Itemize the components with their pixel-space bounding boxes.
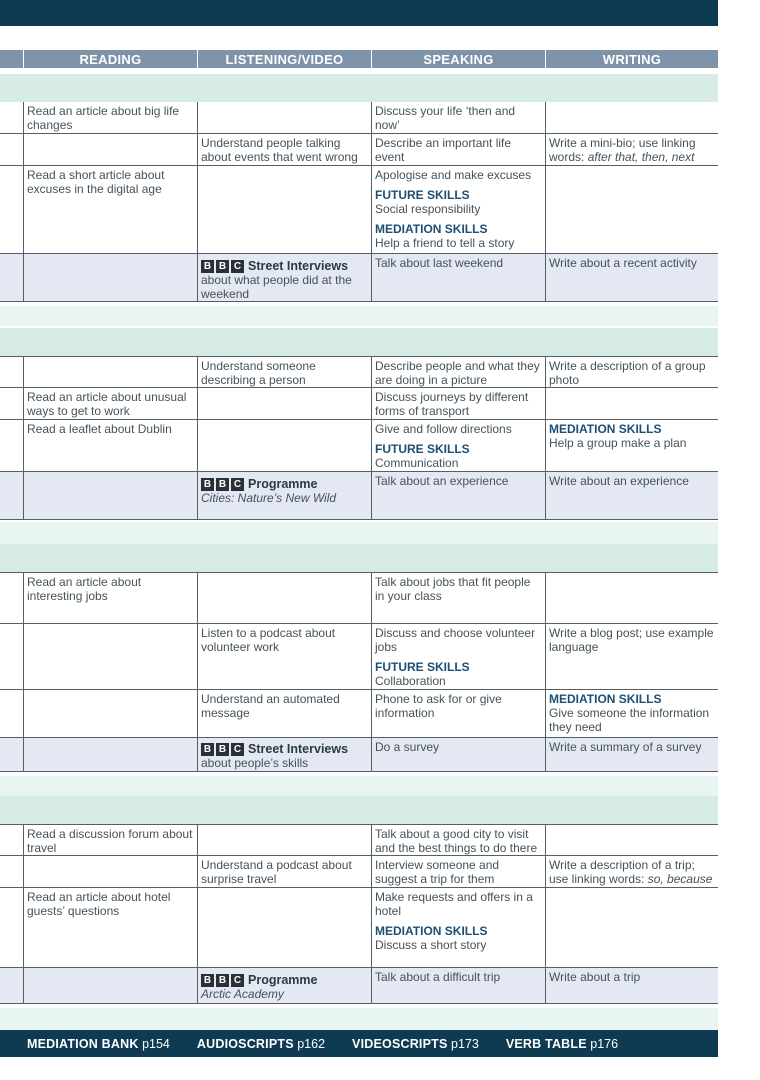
writing-cell: Write a blog post; use example language — [549, 626, 714, 654]
reading-cell: Read a short article about excuses in the digital age — [24, 166, 198, 253]
listening-cell — [198, 388, 372, 419]
reading-cell — [24, 968, 198, 1003]
writing-cell — [546, 856, 718, 887]
video-cell — [198, 254, 372, 301]
speaking-cell: Describe people and what they are doing in a picture — [372, 357, 546, 387]
unit-band — [0, 776, 718, 796]
speaking-cell: Discuss your life ‘then and now’ — [372, 102, 546, 133]
speaking-text: Give and follow directions — [375, 422, 512, 436]
unit-band — [0, 796, 718, 824]
mediation-skills-text: Discuss a short story — [375, 938, 487, 952]
speaking-cell: Describe an important life event — [372, 134, 546, 165]
footer-link-audioscripts[interactable]: AUDIOSCRIPTS p162 — [196, 1036, 326, 1051]
bbc-logo-icon: B B C — [201, 743, 244, 756]
reading-cell: Read an article about hotel guests’ questions — [24, 888, 198, 967]
listening-cell: Understand people talking about events that went wrong — [198, 134, 372, 165]
future-skills-text: Collaboration — [375, 674, 446, 688]
future-skills-text: Social responsibility — [375, 202, 481, 216]
future-skills-title: FUTURE SKILLS — [375, 442, 470, 456]
media-text: about people’s skills — [201, 756, 309, 771]
bbc-logo-icon: B B C — [201, 974, 244, 987]
writing-cell — [546, 573, 718, 623]
table-row — [0, 472, 718, 520]
listening-cell — [198, 888, 372, 967]
media-title: Street Interviews — [248, 259, 349, 273]
table-row — [0, 856, 718, 888]
speaking-cell — [372, 166, 546, 253]
unit-cell — [0, 825, 24, 855]
speaking-cell: Talk about a difficult trip — [372, 968, 546, 1003]
writing-cell — [546, 166, 718, 253]
unit-cell — [0, 420, 24, 471]
header-speaking: SPEAKING — [372, 50, 546, 68]
unit-cell — [0, 134, 24, 165]
media-text: Arctic Academy — [201, 987, 284, 1002]
reading-cell: Read an article about big life changes — [24, 102, 198, 133]
speaking-cell: Talk about jobs that fit people in your class — [372, 573, 546, 623]
unit-cell — [0, 166, 24, 253]
reading-cell: Read a discussion forum about travel — [24, 825, 198, 855]
video-cell — [198, 968, 372, 1003]
table-row — [0, 624, 718, 690]
unit-band — [0, 522, 718, 544]
unit-cell — [0, 573, 24, 623]
bbc-logo-icon: B B C — [201, 478, 244, 491]
unit-cell — [0, 357, 24, 387]
listening-cell: Understand someone describing a person — [198, 357, 372, 387]
unit-cell — [0, 102, 24, 133]
writing-cell — [546, 102, 718, 133]
unit-cell — [0, 472, 24, 519]
listening-cell: Listen to a podcast about volunteer work — [198, 624, 372, 689]
unit-cell — [0, 968, 24, 1003]
unit-cell — [0, 254, 24, 301]
reading-cell: Read an article about unusual ways to get to work — [24, 388, 198, 419]
mediation-skills-text: Give someone the information they need — [549, 706, 710, 734]
writing-italic: after that, then, next — [587, 150, 695, 164]
writing-cell — [546, 420, 718, 471]
mediation-skills-text: Help a friend to tell a story — [375, 236, 515, 250]
speaking-text: Apologise and make excuses — [375, 168, 532, 182]
writing-cell — [546, 825, 718, 855]
table-row — [0, 888, 718, 968]
unit-cell — [0, 888, 24, 967]
header-spacer — [0, 50, 24, 68]
unit-cell — [0, 738, 24, 771]
writing-italic: so, because — [647, 872, 713, 886]
speaking-text: Discuss and choose volunteer jobs — [375, 626, 536, 654]
table-row — [0, 134, 718, 166]
speaking-cell — [372, 420, 546, 471]
reading-cell — [24, 134, 198, 165]
unit-band — [0, 306, 718, 326]
media-title: Street Interviews — [248, 742, 349, 756]
listening-cell: Understand a podcast about surprise travel — [198, 856, 372, 887]
reading-cell: Read a leaflet about Dublin — [24, 420, 198, 471]
media-text: Cities: Nature’s New Wild — [201, 491, 337, 506]
future-skills-text: Communication — [375, 456, 459, 470]
writing-cell: Write a summary of a survey — [549, 740, 702, 754]
table-row — [0, 356, 718, 388]
reading-cell — [24, 357, 198, 387]
header-listening: LISTENING/VIDEO — [198, 50, 372, 68]
writing-cell: Write about a trip — [549, 970, 641, 984]
speaking-cell: Talk about a good city to visit and the best things to do there — [372, 825, 546, 855]
future-skills-title: FUTURE SKILLS — [375, 188, 470, 202]
top-bar — [0, 0, 718, 26]
future-skills-title: FUTURE SKILLS — [375, 660, 470, 674]
writing-text: Write a description of a trip; use linking words: — [549, 858, 695, 886]
table-row — [0, 102, 718, 134]
footer-nav — [0, 1030, 718, 1057]
header-writing: WRITING — [602, 51, 662, 67]
header-reading: READING — [24, 50, 198, 68]
speaking-cell: Interview someone and suggest a trip for them — [372, 856, 546, 887]
reading-cell — [24, 856, 198, 887]
mediation-skills-title: MEDIATION SKILLS — [375, 222, 488, 236]
table-row — [0, 420, 718, 472]
listening-cell — [198, 166, 372, 253]
unit-band — [0, 328, 718, 356]
listening-cell — [198, 102, 372, 133]
writing-cell: Write a description of a group photo — [549, 359, 706, 387]
writing-cell: Write about an experience — [549, 474, 689, 488]
mediation-skills-text: Help a group make a plan — [549, 436, 687, 450]
unit-cell — [0, 856, 24, 887]
reading-cell — [24, 690, 198, 737]
table-row — [0, 824, 718, 856]
table-header — [0, 50, 718, 68]
unit-cell — [0, 388, 24, 419]
media-title: Programme — [248, 477, 318, 491]
listening-cell — [198, 420, 372, 471]
table-row — [0, 690, 718, 738]
listening-cell — [198, 825, 372, 855]
reading-cell — [24, 624, 198, 689]
speaking-cell: Do a survey — [372, 738, 546, 771]
mediation-skills-title: MEDIATION SKILLS — [375, 924, 488, 938]
video-cell — [198, 472, 372, 519]
table-row — [0, 166, 718, 254]
unit-cell — [0, 690, 24, 737]
bbc-logo-icon: B B C — [201, 260, 244, 273]
table-row — [0, 572, 718, 624]
table-row — [0, 968, 718, 1004]
writing-cell — [546, 388, 718, 419]
reading-cell — [24, 472, 198, 519]
writing-cell — [546, 690, 718, 737]
speaking-cell: Talk about an experience — [372, 472, 546, 519]
speaking-text: Make requests and offers in a hotel — [375, 890, 533, 918]
reading-cell: Read an article about interesting jobs — [24, 573, 198, 623]
reading-cell — [24, 254, 198, 301]
media-title: Programme — [248, 973, 318, 987]
writing-cell — [546, 888, 718, 967]
speaking-cell — [372, 624, 546, 689]
unit-cell — [0, 624, 24, 689]
speaking-cell: Phone to ask for or give information — [372, 690, 546, 737]
listening-cell: Understand an automated message — [198, 690, 372, 737]
writing-cell: Write about a recent activity — [549, 256, 697, 270]
table-row — [0, 254, 718, 302]
reading-cell — [24, 738, 198, 771]
speaking-cell — [372, 888, 546, 967]
unit-band — [0, 544, 718, 572]
speaking-cell: Discuss journeys by different forms of transport — [372, 388, 546, 419]
writing-text: Write a mini-bio; use linking words: — [549, 136, 696, 164]
video-cell — [198, 738, 372, 771]
unit-band — [0, 74, 718, 102]
mediation-skills-title: MEDIATION SKILLS — [549, 422, 662, 436]
footer-link-verb-table[interactable]: VERB TABLE p176 — [505, 1036, 619, 1051]
listening-cell — [198, 573, 372, 623]
table-row — [0, 388, 718, 420]
table-row — [0, 738, 718, 772]
mediation-skills-title: MEDIATION SKILLS — [549, 692, 662, 706]
speaking-cell: Talk about last weekend — [372, 254, 546, 301]
footer-link-mediation-bank[interactable]: MEDIATION BANK p154 — [27, 1036, 170, 1051]
media-text: about what people did at the weekend — [201, 273, 352, 302]
footer-link-videoscripts[interactable]: VIDEOSCRIPTS p173 — [352, 1036, 479, 1051]
unit-band — [0, 1008, 718, 1030]
writing-cell — [546, 134, 718, 165]
